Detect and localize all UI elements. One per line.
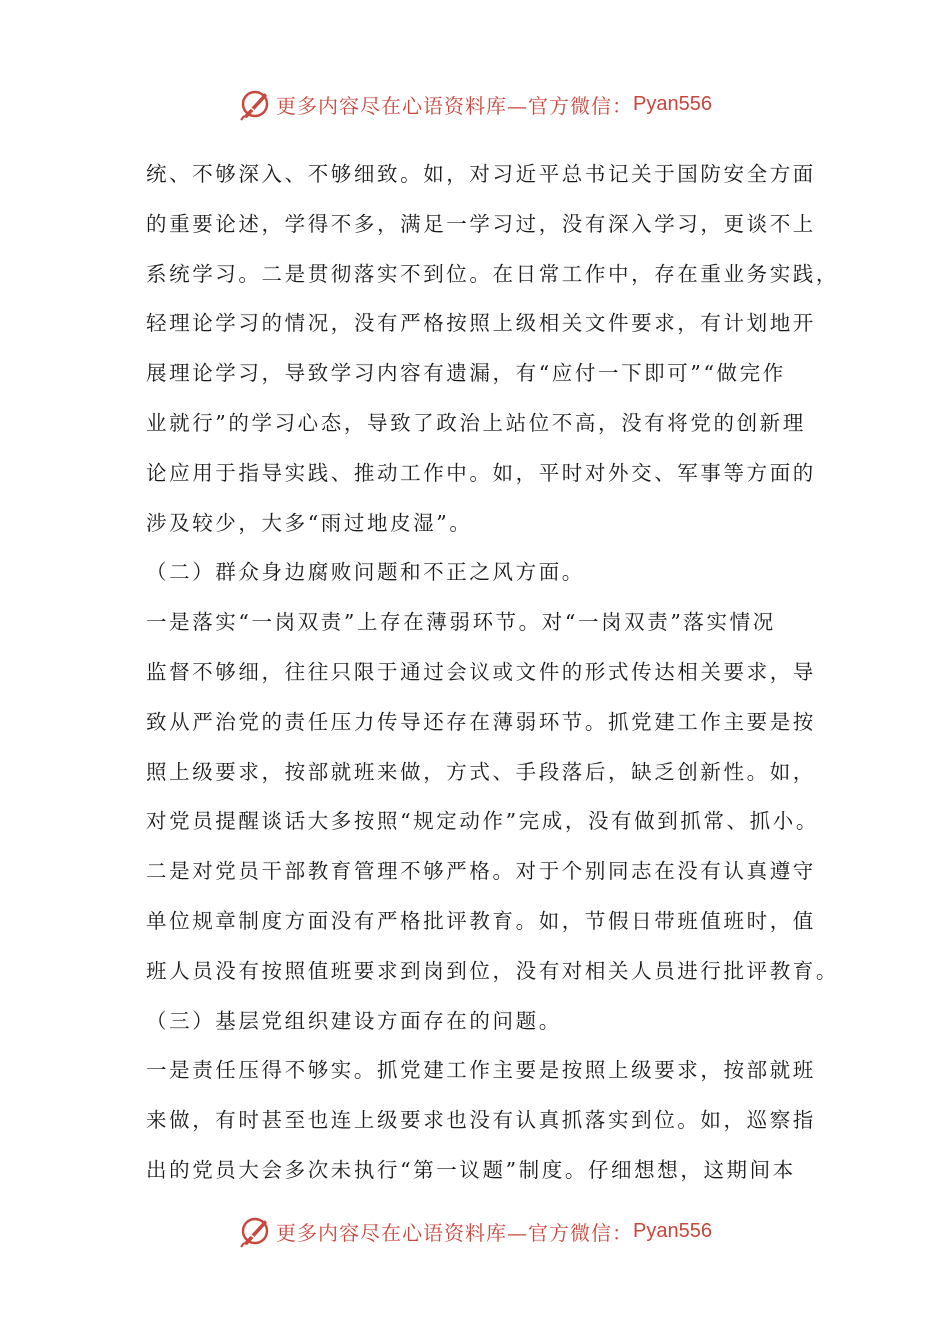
header-banner-id: Pyan556	[633, 92, 712, 115]
section-heading: （三）基层党组织建设方面存在的问题。	[146, 1008, 562, 1033]
text-line: 统、不够深入、不够细致。如，对习近平总书记关于国防安全方面	[146, 162, 816, 186]
text-line: 照上级要求，按部就班来做，方式、手段落后，缺乏创新性。如，	[146, 759, 816, 784]
text-line: 涉及较少，大多“雨过地皮湿”。	[146, 510, 473, 535]
header-banner	[0, 84, 950, 124]
text-line: 系统学习。二是贯彻落实不到位。在日常工作中，存在重业务实践，	[146, 261, 839, 286]
text-line: 出的党员大会多次未执行“第一议题”制度。仔细想想，这期间本	[146, 1157, 796, 1182]
section-heading: （二）群众身边腐败问题和不正之风方面。	[146, 560, 585, 585]
text-line: 监督不够细，往往只限于通过会议或文件的形式传达相关要求，导	[146, 659, 816, 684]
footer-banner-id: Pyan556	[633, 1219, 712, 1242]
text-line: 论应用于指导实践、推动工作中。如，平时对外交、军事等方面的	[146, 460, 816, 485]
footer-banner-text: 更多内容尽在心语资料库—官方微信：	[276, 1220, 634, 1245]
text-line: 的重要论述，学得不多，满足一学习过，没有深入学习，更谈不上	[146, 211, 816, 236]
text-line: 单位规章制度方面没有严格批评教育。如，节假日带班值班时，值	[146, 908, 816, 933]
document-body	[146, 150, 839, 1196]
footer-banner	[0, 1211, 950, 1251]
text-line: 致从严治党的责任压力传导还存在薄弱环节。抓党建工作主要是按	[146, 709, 816, 734]
text-line: 一是责任压得不够实。抓党建工作主要是按照上级要求，按部就班	[146, 1058, 816, 1083]
text-line: 轻理论学习的情况，没有严格按照上级相关文件要求，有计划地开	[146, 311, 816, 336]
text-line: 班人员没有按照值班要求到岗到位，没有对相关人员进行批评教育。	[146, 958, 839, 983]
text-line: 对党员提醒谈话大多按照“规定动作”完成，没有做到抓常、抓小。	[146, 809, 819, 834]
quill-logo-icon	[238, 87, 272, 121]
quill-logo-icon	[238, 1214, 272, 1248]
text-line: 二是对党员干部教育管理不够严格。对于个别同志在没有认真遵守	[146, 859, 816, 884]
text-line: 来做，有时甚至也连上级要求也没有认真抓落实到位。如，巡察指	[146, 1108, 816, 1133]
text-line: 业就行”的学习心态，导致了政治上站位不高，没有将党的创新理	[146, 410, 806, 435]
header-banner-text: 更多内容尽在心语资料库—官方微信：	[276, 93, 634, 118]
text-line: 一是落实“一岗双责”上存在薄弱环节。对“一岗双责”落实情况	[146, 610, 776, 635]
text-line: 展理论学习，导致学习内容有遗漏，有“应付一下即可”“做完作	[146, 361, 786, 386]
